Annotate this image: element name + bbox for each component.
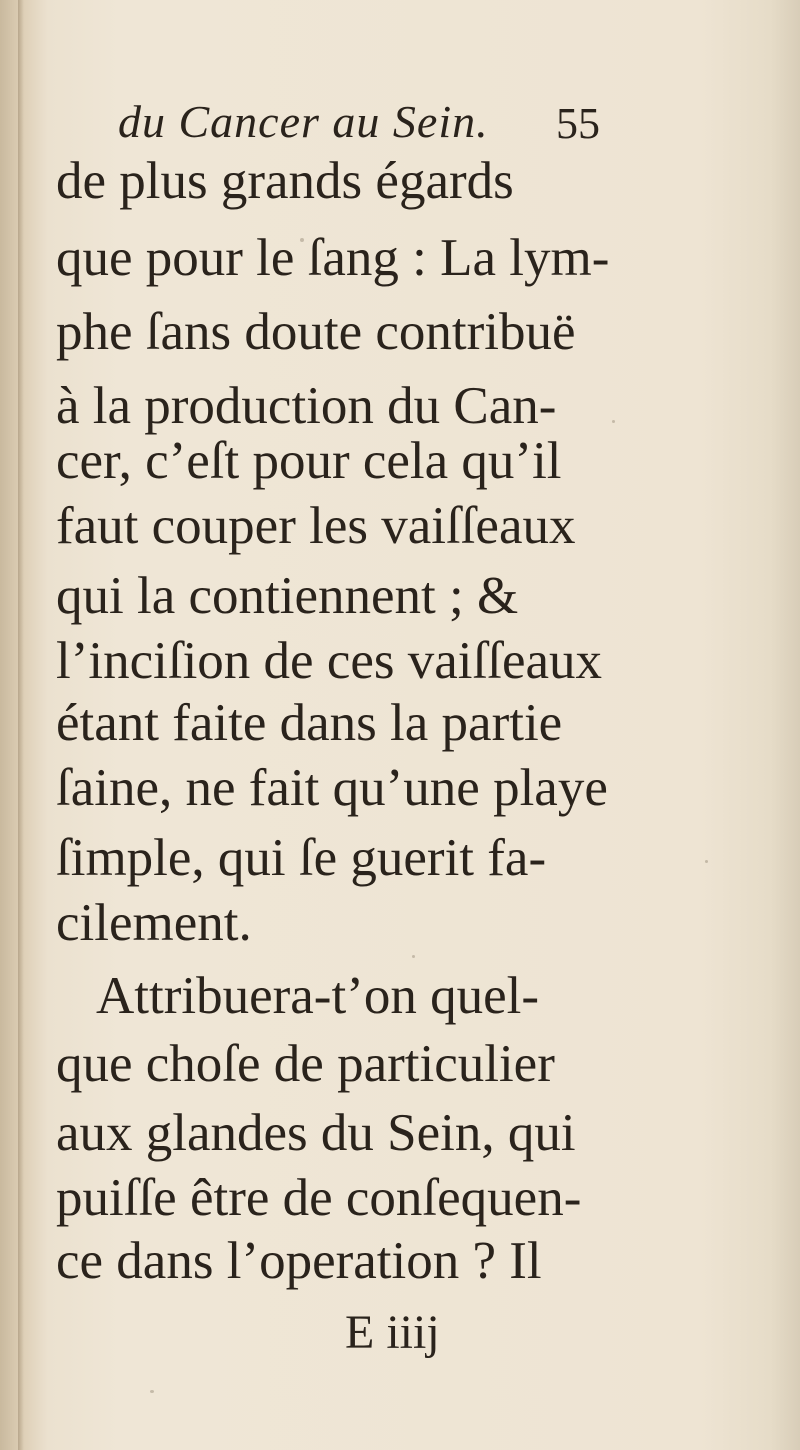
paper-speck — [612, 420, 615, 423]
paragraph-first-line: Attribuera-t’on quel- — [96, 967, 539, 1025]
text-line: l’inciſion de ces vaiſſeaux — [56, 632, 602, 690]
text-line: ce dans l’operation ? Il — [56, 1232, 542, 1290]
text-line: ſaine, ne fait qu’une playe — [56, 759, 608, 817]
paper-speck — [705, 860, 708, 863]
text-line: de plus grands égards — [56, 152, 514, 210]
text-line: aux glandes du Sein, qui — [56, 1104, 576, 1162]
text-line: étant faite dans la partie — [56, 694, 563, 752]
paper-speck — [412, 955, 415, 958]
running-head: du Cancer au Sein. — [118, 96, 489, 147]
page-number: 55 — [556, 99, 600, 148]
text-line: qui la contiennent ; & — [56, 567, 519, 625]
page-gutter-shadow — [18, 0, 24, 1450]
text-line: cilement. — [56, 894, 252, 952]
paper-speck — [150, 1390, 154, 1393]
text-line: à la production du Can- — [56, 377, 557, 435]
text-line: que pour le ſang : La lym- — [56, 229, 610, 287]
text-line: faut couper les vaiſſeaux — [56, 497, 576, 555]
text-line: cer, c’eſt pour cela qu’il — [56, 432, 562, 490]
signature-mark: E iiij — [345, 1306, 440, 1359]
text-line: phe ſans doute contribuë — [56, 303, 576, 361]
text-line: puiſſe être de conſequen- — [56, 1169, 582, 1227]
text-line: ſimple, qui ſe guerit fa- — [56, 829, 547, 887]
text-line: que choſe de particulier — [56, 1035, 555, 1093]
